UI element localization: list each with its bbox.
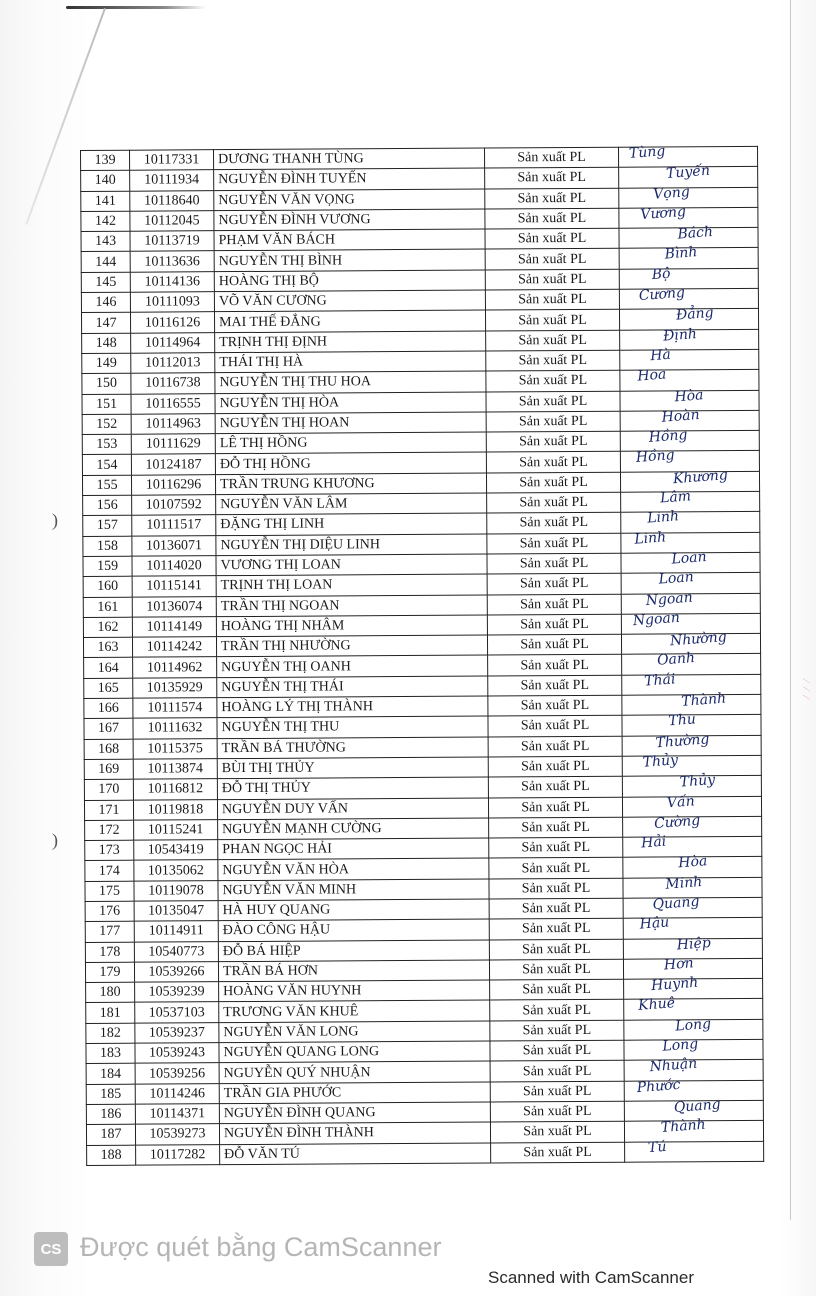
employee-name: TRỊNH THỊ ĐỊNH: [215, 331, 486, 353]
handwritten-signature: Linh: [646, 508, 680, 527]
handwritten-signature: Thái: [643, 671, 676, 690]
handwritten-signature: Quang: [652, 893, 700, 914]
signature-cell: [624, 1116, 763, 1142]
employee-name: TRƯƠNG VĂN KHUÊ: [219, 1000, 490, 1022]
row-number: 166: [84, 698, 133, 719]
employee-id: 10117282: [136, 1144, 220, 1165]
department: Sản xuất PL: [485, 228, 619, 249]
signature-cell: [624, 1055, 763, 1081]
handwritten-signature: Tùng: [628, 143, 666, 162]
row-number: 185: [86, 1084, 135, 1105]
department: Sản xuất PL: [490, 1101, 624, 1122]
employee-name: ĐỖ THỊ HỒNG: [215, 452, 486, 474]
employee-id: 10119818: [133, 799, 217, 820]
employee-name: NGUYỄN VĂN HÒA: [218, 858, 489, 880]
employee-name: TRẦN GIA PHƯỚC: [219, 1082, 490, 1104]
row-number: 178: [85, 942, 134, 963]
employee-id: 10111517: [132, 515, 216, 536]
department: Sản xuất PL: [486, 391, 620, 412]
employee-id: 10113719: [130, 231, 214, 252]
row-number: 150: [82, 373, 131, 394]
department: Sản xuất PL: [489, 898, 623, 919]
row-number: 184: [86, 1064, 135, 1085]
row-number: 172: [85, 820, 134, 841]
employee-id: 10115241: [134, 819, 218, 840]
department: Sản xuất PL: [489, 939, 623, 960]
row-number: 153: [82, 434, 131, 455]
handwritten-signature: Vọng: [652, 183, 691, 203]
employee-id: 10118640: [130, 190, 214, 211]
department: Sản xuất PL: [486, 411, 620, 432]
department: Sản xuất PL: [489, 878, 623, 899]
department: Sản xuất PL: [488, 756, 622, 777]
employee-name: ĐỖ THỊ THỦY: [217, 777, 488, 799]
department: Sản xuất PL: [489, 858, 623, 879]
row-number: 179: [85, 962, 134, 983]
handwritten-signature: Long: [674, 1015, 712, 1035]
department: Sản xuất PL: [490, 1121, 624, 1142]
handwritten-signature: Phước: [636, 1076, 681, 1096]
employee-id: 10114246: [135, 1083, 219, 1104]
row-number: 151: [82, 394, 131, 415]
employee-name: NGUYỄN THỊ THÁI: [217, 676, 488, 698]
employee-name: NGUYỄN ĐÌNH VƯƠNG: [214, 209, 485, 231]
employee-id: 10111574: [133, 698, 217, 719]
employee-id: 10135047: [134, 901, 218, 922]
handwritten-signature: Bộ: [651, 265, 672, 283]
employee-name: NGUYỄN THỊ THU HOA: [215, 371, 486, 393]
signature-cell: [625, 1138, 764, 1162]
handwritten-signature: Định: [662, 325, 698, 345]
employee-id: 10114136: [130, 271, 214, 292]
handwritten-signature: Hồng: [648, 427, 689, 447]
department: Sản xuất PL: [486, 370, 620, 391]
handwritten-signature: Long: [661, 1036, 699, 1055]
department: Sản xuất PL: [487, 614, 621, 635]
employee-name: VƯƠNG THỊ LOAN: [216, 554, 487, 576]
department: Sản xuất PL: [485, 188, 619, 209]
handwritten-signature: Quang: [673, 1096, 722, 1116]
row-number: 176: [85, 901, 134, 922]
handwritten-signature: Hòa: [673, 386, 705, 405]
employee-id: 10537103: [135, 1002, 219, 1023]
row-number: 159: [83, 556, 132, 577]
department: Sản xuất PL: [488, 736, 622, 757]
employee-name: TRỊNH THỊ LOAN: [216, 574, 487, 596]
paper-right-edge: [790, 0, 791, 1220]
employee-id: 10136074: [132, 596, 216, 617]
department: Sản xuất PL: [485, 269, 619, 290]
handwritten-signature: Hoa: [636, 366, 667, 385]
row-number: 167: [84, 718, 133, 739]
employee-id: 10116812: [133, 779, 217, 800]
handwritten-signature: Vấn: [666, 792, 696, 811]
employee-id: 10116738: [131, 373, 215, 394]
employee-id: 10136071: [132, 535, 216, 556]
department: Sản xuất PL: [490, 979, 624, 1000]
employee-id: 10116296: [131, 474, 215, 495]
employee-id: 10115141: [132, 576, 216, 597]
row-number: 143: [81, 231, 130, 252]
department: Sản xuất PL: [490, 1040, 624, 1061]
handwritten-signature: Nhuận: [649, 1055, 698, 1076]
handwritten-signature: Thành: [680, 690, 727, 710]
employee-name: NGUYỄN THỊ DIỆU LINH: [216, 534, 487, 556]
row-number: 162: [83, 617, 132, 638]
row-number: 187: [86, 1124, 135, 1145]
row-number: 139: [81, 150, 130, 171]
table-body: [81, 143, 764, 1165]
handwritten-signature: Cương: [638, 284, 686, 305]
department: Sản xuất PL: [486, 452, 620, 473]
signature-cell: [622, 730, 761, 756]
department: Sản xuất PL: [490, 1061, 624, 1082]
employee-id: 10111093: [130, 292, 214, 313]
row-number: 141: [81, 191, 130, 212]
handwritten-signature: Khuê: [637, 995, 676, 1015]
employee-id: 10539243: [135, 1043, 219, 1064]
handwritten-signature: Vương: [639, 203, 687, 224]
department: Sản xuất PL: [485, 249, 619, 270]
paper-top-edge: [66, 6, 206, 9]
camscanner-logo-icon: CS: [34, 1232, 68, 1266]
row-number: 181: [86, 1003, 135, 1024]
signature-cell: [621, 508, 760, 533]
row-number: 170: [84, 779, 133, 800]
handwritten-signature: Thu: [667, 711, 697, 730]
handwritten-signature: Tú: [647, 1138, 668, 1156]
employee-name: NGUYỄN QUANG LONG: [219, 1041, 490, 1063]
department: Sản xuất PL: [487, 513, 621, 534]
row-number: 140: [81, 170, 130, 191]
department: Sản xuất PL: [485, 208, 619, 229]
handwritten-signature: Thành: [660, 1116, 707, 1137]
employee-name: ĐỖ VĂN TÚ: [220, 1143, 491, 1165]
handwritten-signature: Thủy: [679, 772, 716, 791]
row-number: 175: [85, 881, 134, 902]
employee-id: 10117331: [130, 150, 214, 171]
handwritten-signature: Bách: [676, 224, 714, 243]
employee-id: 10115375: [133, 738, 217, 759]
employee-id: 10114020: [132, 556, 216, 577]
employee-name: HOÀNG VĂN HUYNH: [219, 980, 490, 1002]
department: Sản xuất PL: [485, 310, 619, 331]
employee-id: 10539239: [135, 982, 219, 1003]
employee-name: ĐỖ BÁ HIỆP: [218, 940, 489, 962]
row-number: 142: [81, 211, 130, 232]
employee-id: 10116555: [131, 393, 215, 414]
employee-id: 10543419: [134, 840, 218, 861]
department: Sản xuất PL: [486, 330, 620, 351]
employee-id: 10112045: [130, 211, 214, 232]
row-number: 161: [83, 597, 132, 618]
handwritten-signature: Lâm: [659, 488, 692, 507]
employee-id: 10111629: [131, 434, 215, 455]
employee-name: HOÀNG LÝ THỊ THÀNH: [217, 696, 488, 718]
row-number: 171: [84, 800, 133, 821]
employee-name: NGUYỄN VĂN LONG: [219, 1021, 490, 1043]
employee-name: ĐÀO CÔNG HẬU: [218, 919, 489, 941]
employee-name: NGUYỄN QUÝ NHUẬN: [219, 1061, 490, 1083]
employee-id: 10114963: [131, 414, 215, 435]
employee-name: BÙI THỊ THỦY: [217, 757, 488, 779]
row-number: 149: [82, 353, 131, 374]
handwritten-signature: Hòa: [677, 853, 708, 872]
department: Sản xuất PL: [487, 533, 621, 554]
department: Sản xuất PL: [489, 817, 623, 838]
signature-cell: [621, 488, 760, 512]
employee-id: 10114242: [132, 637, 216, 658]
employee-id: 10135062: [134, 860, 218, 881]
department: Sản xuất PL: [490, 1081, 624, 1102]
employee-id: 10539266: [134, 962, 218, 983]
row-number: 180: [86, 982, 135, 1003]
employee-name: TRẦN TRUNG KHƯƠNG: [215, 473, 486, 495]
row-number: 183: [86, 1043, 135, 1064]
faint-red-stamp: ⁄ ⁄ ⁄: [800, 680, 811, 701]
employee-id: 10107592: [132, 495, 216, 516]
handwritten-signature: Hiệp: [676, 934, 712, 954]
employee-name: HOÀNG THỊ BỘ: [214, 270, 485, 292]
employee-id: 10119078: [134, 880, 218, 901]
department: Sản xuất PL: [487, 553, 621, 574]
handwritten-signature: Oanh: [656, 650, 696, 670]
employee-name: THÁI THỊ HÀ: [215, 351, 486, 373]
row-number: 188: [87, 1145, 136, 1166]
employee-name: MAI THẾ ĐẲNG: [214, 310, 485, 332]
row-number: 144: [81, 252, 130, 273]
row-number: 154: [82, 455, 131, 476]
department: Sản xuất PL: [487, 573, 621, 594]
handwritten-signature: Hải: [640, 833, 667, 852]
signature-cell: [621, 589, 760, 614]
handwritten-signature: Thủy: [642, 752, 679, 771]
employee-name: NGUYỄN ĐÌNH TUYẾN: [214, 168, 485, 190]
handwritten-signature: Loan: [670, 548, 708, 568]
row-number: 168: [84, 739, 133, 760]
employee-id: 10114371: [135, 1104, 219, 1125]
employee-name: VÕ VĂN CƯƠNG: [214, 290, 485, 312]
employee-name: ĐẶNG THỊ LINH: [216, 513, 487, 535]
row-number: 165: [84, 678, 133, 699]
employee-id: 10539237: [135, 1022, 219, 1043]
signature-cell: [622, 671, 761, 695]
department: Sản xuất PL: [488, 695, 622, 716]
handwritten-signature: Hậu: [639, 914, 670, 933]
employee-name: DƯƠNG THANH TÙNG: [214, 148, 485, 170]
employee-id: 10539273: [135, 1124, 219, 1145]
handwritten-signature: Hoàn: [661, 406, 701, 426]
employee-name: NGUYỄN VĂN LÂM: [216, 493, 487, 515]
handwritten-signature: Huynh: [650, 974, 699, 995]
handwritten-signature: Hồng: [635, 447, 676, 467]
row-number: 160: [83, 576, 132, 597]
row-number: 157: [83, 516, 132, 537]
row-number: 177: [85, 921, 134, 942]
employee-signature-table: [80, 143, 764, 1166]
department: Sản xuất PL: [486, 472, 620, 493]
employee-name: NGUYỄN MẠNH CƯỜNG: [218, 818, 489, 840]
row-number: 158: [83, 536, 132, 557]
handwritten-signature: Ngoan: [645, 589, 694, 609]
handwritten-signature: Tuyến: [665, 162, 711, 183]
employee-id: 10539256: [135, 1063, 219, 1084]
handwritten-signature: Hà: [649, 346, 672, 365]
employee-name: TRẦN BÁ HƠN: [218, 960, 489, 982]
row-number: 174: [85, 861, 134, 882]
employee-id: 10114962: [133, 657, 217, 678]
margin-mark: ): [52, 510, 58, 530]
employee-id: 10112013: [131, 353, 215, 374]
handwritten-signature: Bình: [664, 244, 698, 264]
department: Sản xuất PL: [487, 594, 621, 615]
department: Sản xuất PL: [488, 716, 622, 737]
row-number: 155: [82, 475, 131, 496]
signature-cell: [619, 244, 758, 269]
row-number: 156: [83, 495, 132, 516]
employee-name: NGUYỄN THỊ BÌNH: [214, 250, 485, 272]
employee-id: 10113874: [133, 759, 217, 780]
employee-id: 10124187: [131, 454, 215, 475]
department: Sản xuất PL: [490, 1000, 624, 1021]
signature-cell: [623, 812, 762, 837]
employee-name: NGUYỄN THỊ THU: [217, 716, 488, 738]
handwritten-signature: Loan: [658, 569, 695, 588]
camscanner-watermark-en: Scanned with CamScanner: [488, 1268, 695, 1287]
employee-name: NGUYỄN ĐÌNH THÀNH: [219, 1122, 490, 1144]
department: Sản xuất PL: [487, 492, 621, 513]
signature-cell: [620, 447, 759, 472]
employee-name: LÊ THỊ HỒNG: [215, 432, 486, 454]
employee-id: 10111934: [130, 170, 214, 191]
row-number: 173: [85, 840, 134, 861]
department: Sản xuất PL: [488, 655, 622, 676]
row-number: 152: [82, 414, 131, 435]
handwritten-signature: Ngoan: [632, 609, 681, 630]
employee-name: NGUYỄN ĐÌNH QUANG: [219, 1102, 490, 1124]
handwritten-signature: Đẳng: [675, 305, 715, 325]
employee-name: PHẠM VĂN BÁCH: [214, 229, 485, 251]
signature-cell: [619, 183, 758, 208]
employee-id: 10116126: [130, 312, 214, 333]
department: Sản xuất PL: [491, 1142, 625, 1163]
camscanner-watermark-vi: Được quét bằng CamScanner: [80, 1232, 442, 1262]
department: Sản xuất PL: [488, 675, 622, 696]
department: Sản xuất PL: [489, 959, 623, 980]
row-number: 148: [82, 333, 131, 354]
employee-id: 10540773: [134, 941, 218, 962]
department: Sản xuất PL: [490, 1020, 624, 1041]
row-number: 186: [86, 1104, 135, 1125]
row-number: 164: [84, 658, 133, 679]
employee-id: 10114149: [132, 617, 216, 638]
employee-name: NGUYỄN VĂN VỌNG: [214, 189, 485, 211]
employee-id: 10111632: [133, 718, 217, 739]
department: Sản xuất PL: [486, 431, 620, 452]
department: Sản xuất PL: [487, 634, 621, 655]
row-number: 169: [84, 759, 133, 780]
employee-name: NGUYỄN THỊ HÒA: [215, 392, 486, 414]
department: Sản xuất PL: [488, 797, 622, 818]
employee-id: 10114964: [131, 332, 215, 353]
row-number: 146: [81, 292, 130, 313]
handwritten-signature: Nhường: [669, 629, 728, 650]
department: Sản xuất PL: [485, 168, 619, 189]
handwritten-signature: Minh: [664, 873, 703, 893]
employee-name: PHAN NGỌC HẢI: [218, 838, 489, 860]
employee-name: NGUYỄN THỊ HOAN: [215, 412, 486, 434]
employee-name: NGUYỄN DUY VẤN: [217, 798, 488, 820]
employee-id: 10114911: [134, 921, 218, 942]
employee-name: HÀ HUY QUANG: [218, 899, 489, 921]
department: Sản xuất PL: [489, 918, 623, 939]
handwritten-signature: Thường: [655, 730, 710, 751]
signature-cell: [622, 650, 761, 675]
employee-id: 10135929: [133, 677, 217, 698]
signature-cell: [620, 325, 759, 350]
handwritten-signature: Cường: [653, 812, 701, 832]
employee-name: HOÀNG THỊ NHÂM: [216, 615, 487, 637]
table-row: [87, 1141, 764, 1165]
handwritten-signature: Hơn: [663, 955, 695, 974]
department: Sản xuất PL: [488, 776, 622, 797]
signature-cell: [619, 265, 758, 289]
row-number: 145: [81, 272, 130, 293]
row-number: 147: [81, 313, 130, 334]
employee-id: 10113636: [130, 251, 214, 272]
handwritten-signature: Linh: [633, 528, 667, 548]
handwritten-signature: Khương: [672, 466, 729, 488]
row-number: 163: [83, 637, 132, 658]
department: Sản xuất PL: [484, 147, 618, 168]
employee-name: NGUYỄN VĂN MINH: [218, 879, 489, 901]
employee-name: TRẦN BÁ THƯỜNG: [217, 737, 488, 759]
department: Sản xuất PL: [489, 837, 623, 858]
department: Sản xuất PL: [485, 289, 619, 310]
employee-name: NGUYỄN THỊ OANH: [217, 655, 488, 677]
row-number: 182: [86, 1023, 135, 1044]
margin-mark: ): [52, 830, 58, 850]
employee-name: TRẦN THỊ NHƯỜNG: [216, 635, 487, 657]
signature-cell: [620, 406, 759, 431]
department: Sản xuất PL: [486, 350, 620, 371]
employee-name: TRẦN THỊ NGOAN: [216, 595, 487, 617]
